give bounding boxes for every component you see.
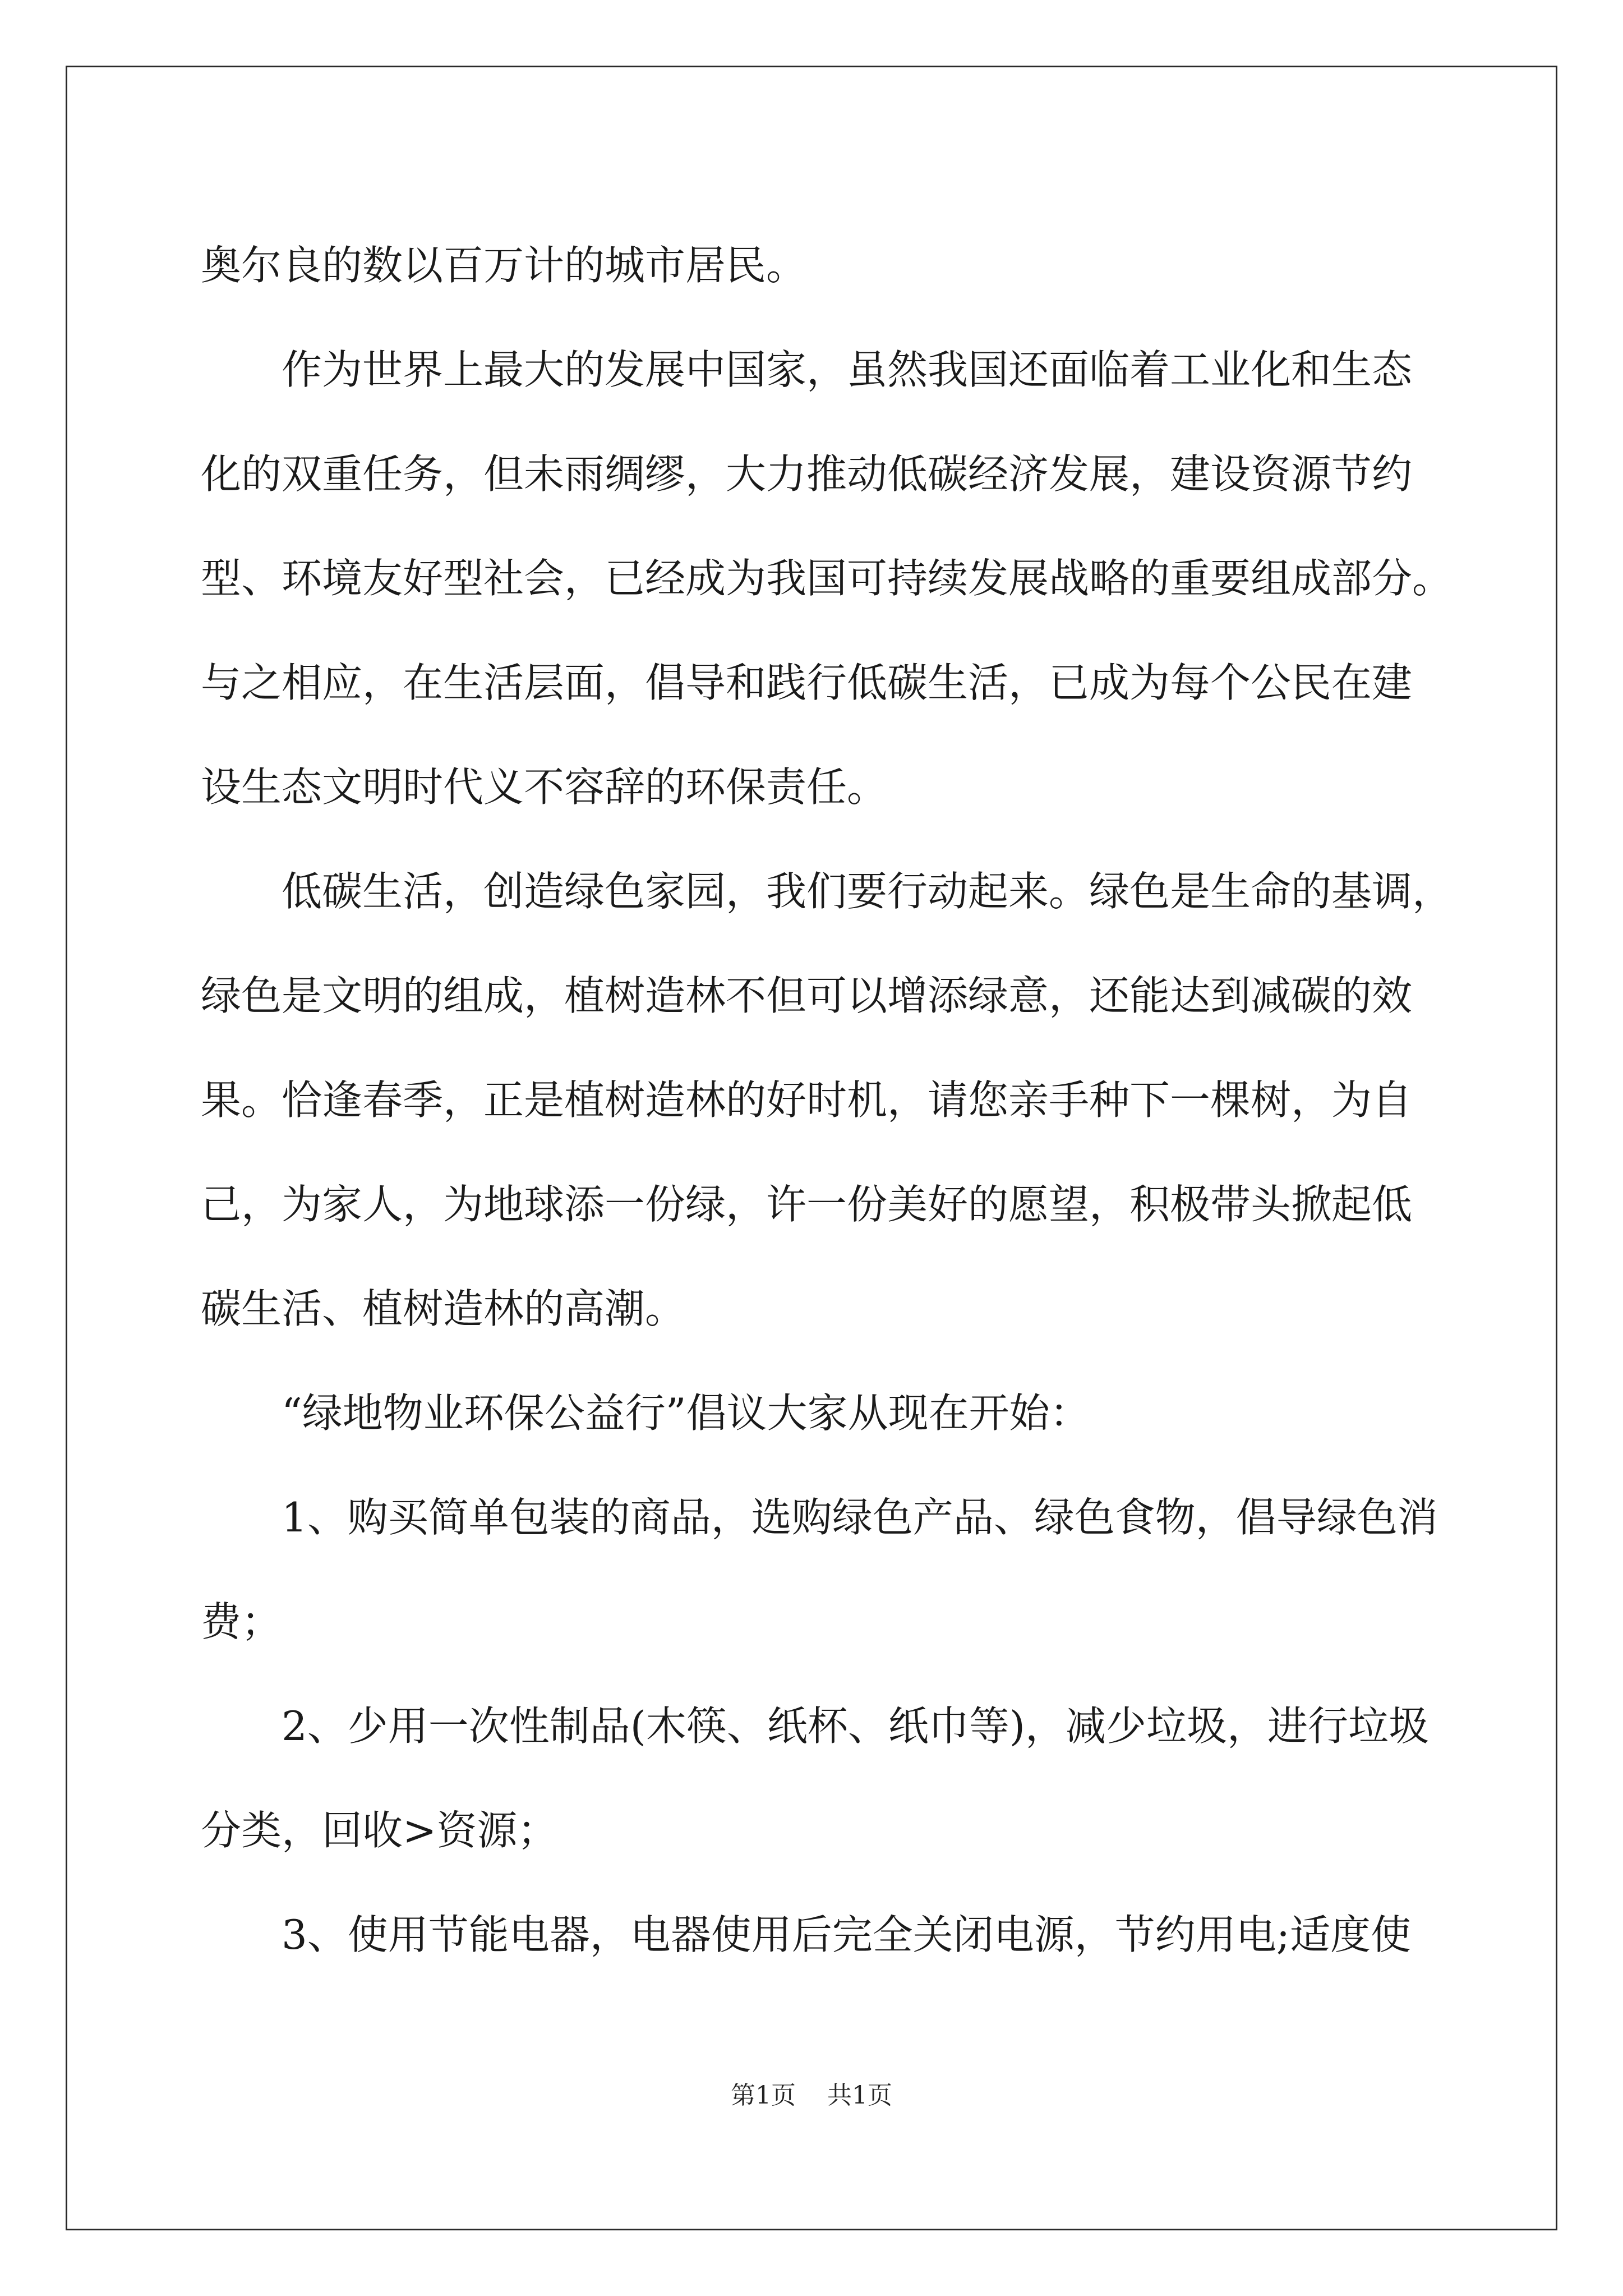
page-footer: [0, 2079, 1623, 2113]
text-line: 1、购买简单包装的商品，选购绿色产品、绿色食物，倡导绿色消: [282, 1494, 1438, 1541]
text-line: 果。恰逢春季，正是植树造林的好时机，请您亲手种下一棵树，为自: [201, 1076, 1413, 1124]
text-line: “绿地物业环保公益行”倡议大家从现在开始：: [282, 1389, 1090, 1437]
text-line: 化的双重任务，但未雨绸缪，大力推动低碳经济发展，建设资源节约: [201, 450, 1413, 498]
text-line: 己，为家人，为地球添一份绿，许一份美好的愿望，积极带头掀起低: [201, 1181, 1413, 1228]
text-line: 碳生活、植树造林的高潮。: [201, 1285, 686, 1332]
text-line: 2、少用一次性制品(木筷、纸杯、纸巾等)，减少垃圾，进行垃圾: [282, 1703, 1429, 1750]
text-line: 作为世界上最大的发展中国家，虽然我国还面临着工业化和生态: [282, 346, 1413, 393]
text-line: 奥尔良的数以百万计的城市居民。: [201, 242, 807, 289]
page-number-total: 共1页: [827, 2081, 892, 2110]
document-body: [201, 213, 1453, 1987]
text-line: 绿色是文明的组成，植树造林不但可以增添绿意，还能达到减碳的效: [201, 972, 1413, 1019]
text-line: 分类，回收>资源；: [201, 1807, 558, 1854]
text-line: 费；: [201, 1598, 282, 1645]
text-line: 型、环境友好型社会，已经成为我国可持续发展战略的重要组成部分。: [201, 555, 1453, 602]
page-number-current: 第1页: [731, 2081, 796, 2110]
text-line: 低碳生活，创造绿色家园，我们要行动起来。绿色是生命的基调，: [282, 868, 1453, 915]
text-line: 设生态文明时代义不容辞的环保责任。: [201, 763, 888, 811]
text-line: 3、使用节能电器，电器使用后完全关闭电源，节约用电;适度使: [282, 1911, 1412, 1958]
text-line: 与之相应，在生活层面，倡导和践行低碳生活，已成为每个公民在建: [201, 659, 1413, 706]
